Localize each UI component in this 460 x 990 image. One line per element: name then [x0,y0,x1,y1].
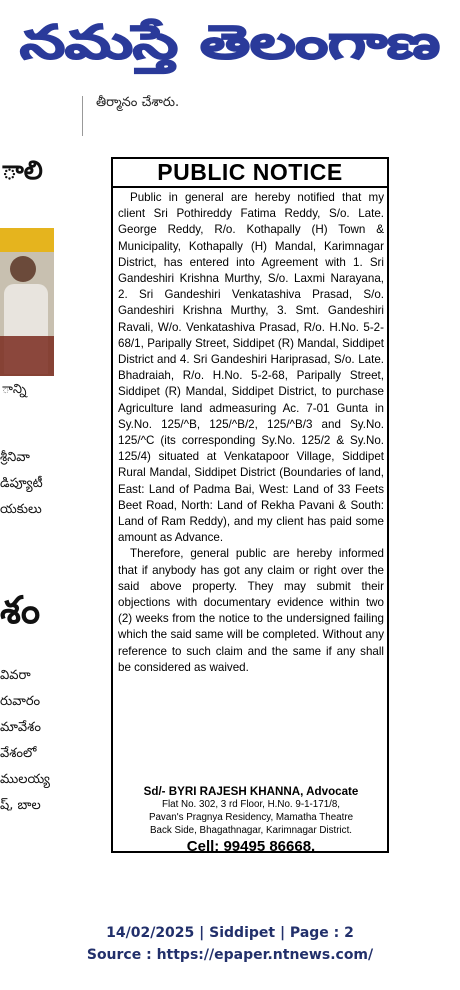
left-column-fragment: ాన్ని [2,382,27,397]
left-column-fragment: డిప్యూటీ [0,476,43,491]
notice-paragraph: Public in general are hereby notified that my client Sri Pothireddy Fatima Reddy, S/o. Late. George Reddy, R/o. Kothapally (H) Town & Municipality, Kothapally (H) Mandal, Karimnagar District, has entered into Agreement with 1. Sri Gandeshiri Krishna Murthy, S/o. Laxmi Narayana, 2. Sri Gandeshiri Venkatashiva Prasad, S/o. Gandeshiri Krishna Murthy, 3. Smt. Gandeshiri Ravali, W/o. Venkatashiva Prasad, R/o. H.No. 5-2-68/1, Paripally Street, Siddipet (R) Mandal, Siddipet District and 4. Sri Gandeshiri Hariprasad, S/o. Late. Bhadraiah, R/o. H.No. 5-2-68, Paripally Street, Siddipet (R) Mandal, Siddipet District, to purchase Agriculture land admeasuring Ac. 7-01 Gunta in Sy.No. 125/^B, 125/^B/2, 125/^B/3 and Sy.No. 125/^C (its corresponding Sy.No. 125/2 & Sy.No. 125/4) situated at Venkatapoor Village, Siddipet Rural Mandal, Siddipet District (Boundaries of land, East: Land of Padma Bai, West: Land of 33 Feets Beet Road, North: Land of Rekha Pavani & South: Land of Ram Reddy), and my client has paid some amount as Advance. [118,191,384,545]
left-column-fragment: యకులు [0,502,42,517]
article-tail-text: తీర్మానం చేశారు. [96,95,180,110]
address-line: Back Side, Bhagathnagar, Karimnagar District. [149,825,353,836]
left-column-fragment: ష్, బాల [0,798,41,813]
footer-source-link[interactable]: Source : https://epaper.ntnews.com/ [86,947,374,963]
column-divider [82,96,83,136]
page-footer [0,922,460,966]
notice-signature-block [118,785,384,855]
masthead-logo [0,0,460,78]
left-column-fragment: వివరా [0,668,31,683]
cell-number: Cell: 99495 86668. [186,838,316,855]
left-column-fragment: రువారం [0,694,41,709]
notice-body [118,190,384,676]
address-line: Flat No. 302, 3 rd Floor, H.No. 9-1-171/8, [161,799,341,810]
left-column-fragment: శం [0,588,41,632]
news-photo [0,228,54,376]
public-notice-box [111,157,389,853]
advocate-signature: Sd/- BYRI RAJESH KHANNA, Advocate [143,785,359,798]
notice-title: PUBLIC NOTICE [113,159,387,188]
masthead-title: నమస్తే తెలంగాణ [20,15,322,69]
left-column-fragment: శ్రీనివా [0,450,30,465]
left-column-fragment: ాలి [2,156,43,186]
notice-paragraph: Therefore, general public are hereby informed that if anybody has got any claim or right over the said above property. They may submit their objections with documentary evidence within two (2) weeks from the notice to the undersigned failing which the said same will be completed. Without any reference to such claim and the same if any shall be considered as waived. [118,547,384,674]
footer-date-edition: 14/02/2025 | Siddipet | Page : 2 [106,925,354,941]
address-line: Pavan's Pragnya Residency, Mamatha Theatre [148,812,354,823]
left-column-fragment: ములయ్య [0,772,50,787]
left-column-fragment: వేశంలో [0,746,37,761]
left-column-fragment: మావేశం [0,720,41,735]
